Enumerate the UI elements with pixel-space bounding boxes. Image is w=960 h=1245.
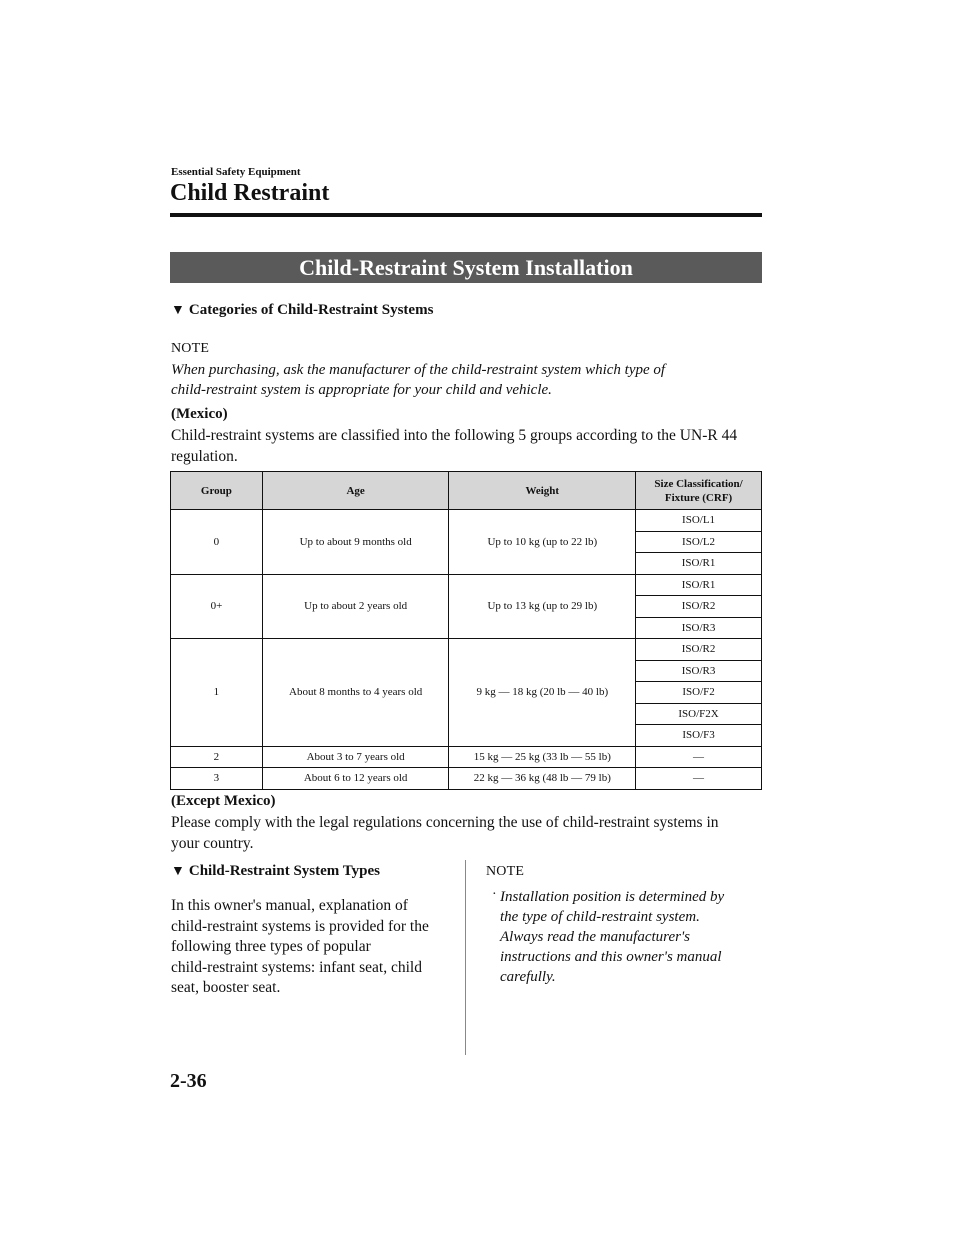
mexico-label: (Mexico) xyxy=(171,406,228,422)
cell-size: — xyxy=(636,746,762,768)
cell-age: Up to about 9 months old xyxy=(262,510,449,575)
bullet-icon: · xyxy=(492,887,497,902)
triangle-down-icon: ▼ xyxy=(171,864,185,879)
section-banner: Child-Restraint System Installation xyxy=(170,252,762,283)
bullet-text: Installation position is determined by the type of child-restraint system. Always read the manufacturer's instructions and this owner's manual carefully. xyxy=(500,889,725,985)
note-label: NOTE xyxy=(486,864,525,879)
types-heading: ▼ Child-Restraint System Types xyxy=(171,863,380,879)
cell-group: 1 xyxy=(171,639,263,747)
cell-age: About 3 to 7 years old xyxy=(262,746,449,768)
cell-group: 0+ xyxy=(171,574,263,639)
section-label: Essential Safety Equipment xyxy=(171,166,301,178)
except-mexico-label: (Except Mexico) xyxy=(171,793,276,809)
cell-age: About 6 to 12 years old xyxy=(262,768,449,790)
cell-size: ISO/F2 xyxy=(636,682,762,704)
cell-size: ISO/F2X xyxy=(636,703,762,725)
table-row xyxy=(171,639,762,661)
cell-group: 3 xyxy=(171,768,263,790)
cell-group: 2 xyxy=(171,746,263,768)
group-table xyxy=(170,471,762,790)
cell-weight: Up to 10 kg (up to 22 lb) xyxy=(449,510,636,575)
cell-size: ISO/R2 xyxy=(636,639,762,661)
column-divider xyxy=(465,860,466,1055)
note-text: When purchasing, ask the manufacturer of the child-restraint system which type of child-restraint system is appropriate for your child and vehicle. xyxy=(171,362,666,398)
cell-size: — xyxy=(636,768,762,790)
table-row xyxy=(171,510,762,532)
categories-heading: ▼ Categories of Child-Restraint Systems xyxy=(171,302,434,318)
cell-age: About 8 months to 4 years old xyxy=(262,639,449,747)
cell-size: ISO/R3 xyxy=(636,660,762,682)
cell-group: 0 xyxy=(171,510,263,575)
cell-size: ISO/F3 xyxy=(636,725,762,747)
cell-size: ISO/L2 xyxy=(636,531,762,553)
cell-age: Up to about 2 years old xyxy=(262,574,449,639)
cell-weight: Up to 13 kg (up to 29 lb) xyxy=(449,574,636,639)
header-age: Age xyxy=(262,472,449,510)
table-header-row xyxy=(171,472,762,510)
header-size-classification: Size Classification/ Fixture (CRF) xyxy=(636,472,762,510)
cell-weight: 15 kg — 25 kg (33 lb — 55 lb) xyxy=(449,746,636,768)
note-label: NOTE xyxy=(171,341,210,356)
cell-weight: 9 kg — 18 kg (20 lb — 40 lb) xyxy=(449,639,636,747)
cell-size: ISO/R1 xyxy=(636,553,762,575)
header-weight: Weight xyxy=(449,472,636,510)
page-number: 2-36 xyxy=(170,1070,207,1092)
cell-size: ISO/L1 xyxy=(636,510,762,532)
cell-weight: 22 kg — 36 kg (48 lb — 79 lb) xyxy=(449,768,636,790)
header-group: Group xyxy=(171,472,263,510)
table-row xyxy=(171,574,762,596)
cell-size: ISO/R3 xyxy=(636,617,762,639)
except-mexico-paragraph: Please comply with the legal regulations concerning the use of child-restraint systems in your country. xyxy=(171,814,719,852)
table-row xyxy=(171,746,762,768)
types-paragraph: In this owner's manual, explanation of child-restraint systems is provided for the following three types of popular child-restraint systems: infant seat, child seat, booster seat. xyxy=(171,897,429,996)
table-row xyxy=(171,768,762,790)
title-rule xyxy=(170,213,762,217)
cell-size: ISO/R2 xyxy=(636,596,762,618)
mexico-paragraph: Child-restraint systems are classified into the following 5 groups according to the UN-R 44 regulation. xyxy=(171,427,738,465)
cell-size: ISO/R1 xyxy=(636,574,762,596)
triangle-down-icon: ▼ xyxy=(171,303,185,318)
chapter-title: Child Restraint xyxy=(170,180,330,206)
